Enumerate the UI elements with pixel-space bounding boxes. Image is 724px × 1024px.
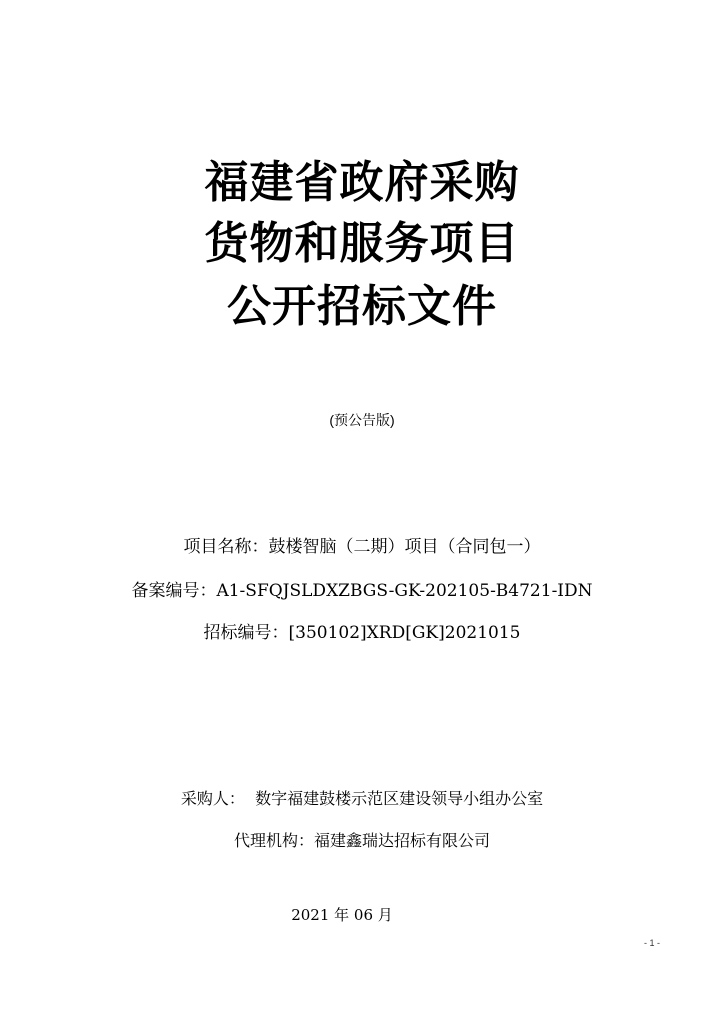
purchaser-value: 数字福建鼓楼示范区建设领导小组办公室	[255, 789, 544, 808]
record-number-label: 备案编号：	[131, 581, 217, 601]
agency-value: 福建鑫瑞达招标有限公司	[314, 831, 491, 850]
record-number-value: A1-SFQJSLDXZBGS-GK-202105-B4721-IDN	[216, 581, 593, 601]
purchaser-label: 采购人：	[180, 789, 245, 808]
version-note: (预公告版)	[329, 412, 395, 428]
project-name-value: 鼓楼智脑（二期）项目（合同包一）	[268, 537, 541, 557]
tender-number-row	[0, 622, 724, 644]
project-name-row	[0, 536, 724, 558]
record-number-row	[0, 580, 724, 602]
purchaser-row	[0, 788, 724, 810]
tender-number-value: [350102]XRD[GK]2021015	[288, 623, 521, 643]
agency-row	[0, 830, 724, 852]
page-number: - 1 -	[643, 938, 660, 948]
document-title-line-2: 货物和服务项目	[204, 218, 520, 269]
document-title-line-1: 福建省政府采购	[204, 157, 520, 208]
tender-number-label: 招标编号：	[203, 623, 289, 643]
agency-label: 代理机构：	[233, 831, 314, 850]
document-title-line-3: 公开招标文件	[227, 281, 497, 332]
project-name-label: 项目名称：	[183, 537, 269, 557]
issue-date: 2021 年 06 月	[291, 906, 393, 924]
